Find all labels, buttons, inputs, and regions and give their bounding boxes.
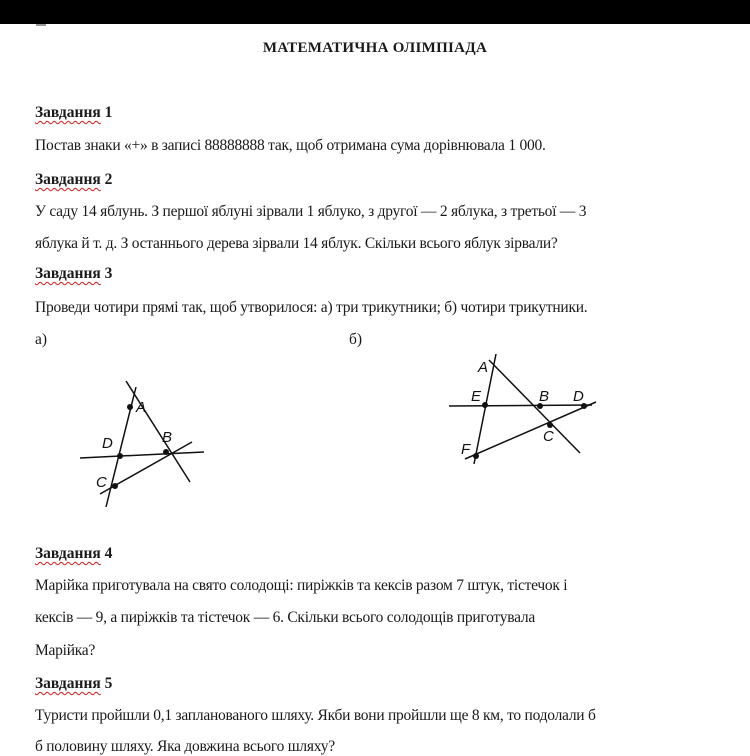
task-4-text-line-3: Марійка? [35, 642, 96, 659]
fig-a-label-c: C [96, 474, 107, 491]
fig-b-label-e: E [471, 388, 482, 405]
task-1-text-line-1: Постав знаки «+» в записі 88888888 так, щоб отримана сума дорівнювала 1 000. [35, 137, 546, 154]
task-2-text-line-2: яблука й т. д. З останнього дерева зірвали 14 яблук. Скільки всього яблук зірвали? [35, 235, 558, 252]
fig-b-point-f [473, 453, 479, 459]
task-5-heading [35, 675, 112, 693]
figure-b-label: б) [349, 331, 363, 348]
task-3-number: 3 [104, 265, 113, 282]
task-5-text-line-1: Туристи пройшли 0,1 запланованого шляху. Якби вони пройшли ще 8 км, то подолали б [35, 707, 596, 724]
task-4-number: 4 [104, 545, 113, 562]
task-3-word: Завдання [35, 265, 101, 282]
task-4-text-line-2: кексів — 9, а пиріжків та тістечок — 6. Скільки всього солодощів приготувала [35, 609, 535, 626]
task-4-text-line-1: Марійка приготувала на свято солодощі: пиріжків та кексів разом 7 штук, тістечок і [35, 577, 568, 594]
fig-b-label-c: C [543, 428, 554, 445]
fig-a-label-a: A [136, 399, 147, 416]
fig-a-point-a [127, 404, 133, 410]
page-title: МАТЕМАТИЧНА ОЛІМПІАДА [262, 40, 488, 56]
fig-b-label-d: D [573, 388, 584, 405]
fig-a-label-b: B [162, 429, 173, 446]
fig-a-point-c [112, 483, 118, 489]
fig-a-label-d: D [102, 435, 113, 452]
task-1-number: 1 [104, 104, 113, 121]
task-3-text-line-1: Проведи чотири прямі так, щоб утворилося: а) три трикутники; б) чотири трикутники. [35, 299, 588, 316]
task-1-word: Завдання [35, 104, 101, 121]
task-2-text-line-1: У саду 14 яблунь. З першої яблуні зірвали 1 яблуко, з другої — 2 яблука, з третьої — 3 [35, 203, 587, 220]
task-4-heading [35, 545, 112, 563]
task-5-text-line-2: б половину шляху. Яка довжина всього шляху? [35, 738, 335, 755]
fig-b-line-2 [489, 360, 580, 453]
fig-a-point-d [117, 453, 123, 459]
fig-b-label-a: A [478, 359, 489, 376]
fig-b-point-e [482, 402, 488, 408]
task-5-word: Завдання [35, 675, 101, 692]
fig-b-line-3 [449, 405, 592, 406]
figure-a-label: а) [35, 331, 48, 348]
task-2-word: Завдання [35, 171, 101, 188]
fig-b-label-b: B [539, 388, 550, 405]
fig-a-point-b [163, 449, 169, 455]
task-2-number: 2 [104, 171, 113, 188]
fig-a-line-3 [80, 452, 204, 458]
task-4-word: Завдання [35, 545, 101, 562]
task-5-number: 5 [104, 675, 113, 692]
fig-a-line-1 [126, 381, 190, 482]
fig-b-label-f: F [461, 441, 471, 458]
